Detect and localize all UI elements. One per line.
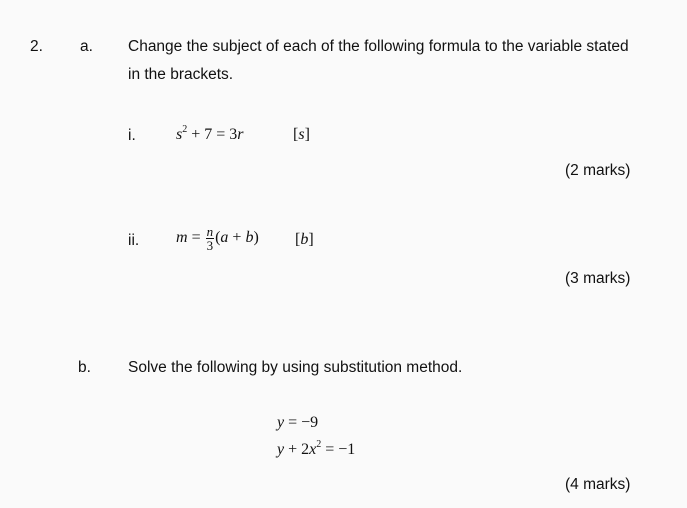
formula-var-s: s [176, 126, 183, 143]
formula-var-b: b [245, 229, 254, 247]
item-i-label: i. [128, 127, 136, 144]
fraction-numerator: n [206, 224, 214, 239]
item-i-subject-var: s [298, 126, 305, 143]
formula-open-paren: ( [215, 229, 221, 247]
fraction-denominator: 3 [206, 238, 214, 253]
part-a-instruction-line1: Change the subject of each of the following formula to the variable stated [128, 38, 629, 55]
eq2-exponent: 2 [316, 439, 322, 450]
part-b-instruction: Solve the following by using substitution method. [128, 359, 463, 376]
formula-equals: = [187, 229, 205, 247]
item-ii-formula [176, 225, 259, 252]
part-b-label: b. [78, 359, 91, 376]
fraction-n-over-3 [206, 225, 215, 252]
formula-exponent: 2 [182, 124, 188, 135]
formula-rest: + 7 = 3 [187, 126, 238, 143]
formula-plus: + [228, 229, 246, 247]
eq2-var-y: y [277, 441, 285, 458]
eq2-var-x: x [309, 441, 317, 458]
item-ii-subject-var: b [300, 231, 309, 248]
formula-var-a: a [220, 229, 229, 247]
equation-2 [277, 441, 355, 459]
equation-1 [277, 414, 318, 432]
item-i-marks: (2 marks) [565, 162, 631, 179]
eq1-rest: = −9 [284, 414, 319, 431]
item-ii-label: ii. [128, 232, 140, 249]
item-i-subject-bracket: [s] [293, 126, 310, 143]
part-a-label: a. [80, 38, 93, 55]
formula-var-r: r [237, 126, 244, 143]
eq1-var-y: y [277, 414, 285, 431]
item-ii-subject-bracket: [b] [295, 231, 314, 248]
question-number: 2. [30, 38, 43, 55]
formula-lhs-m: m [176, 229, 188, 247]
formula-close-paren: ) [253, 229, 259, 247]
item-i-formula [176, 126, 244, 144]
part-b-marks: (4 marks) [565, 476, 631, 493]
eq2-plus-coefficient: + 2 [284, 441, 310, 458]
part-a-instruction-line2: in the brackets. [128, 66, 234, 83]
item-ii-marks: (3 marks) [565, 270, 631, 287]
eq2-rest: = −1 [321, 441, 356, 458]
